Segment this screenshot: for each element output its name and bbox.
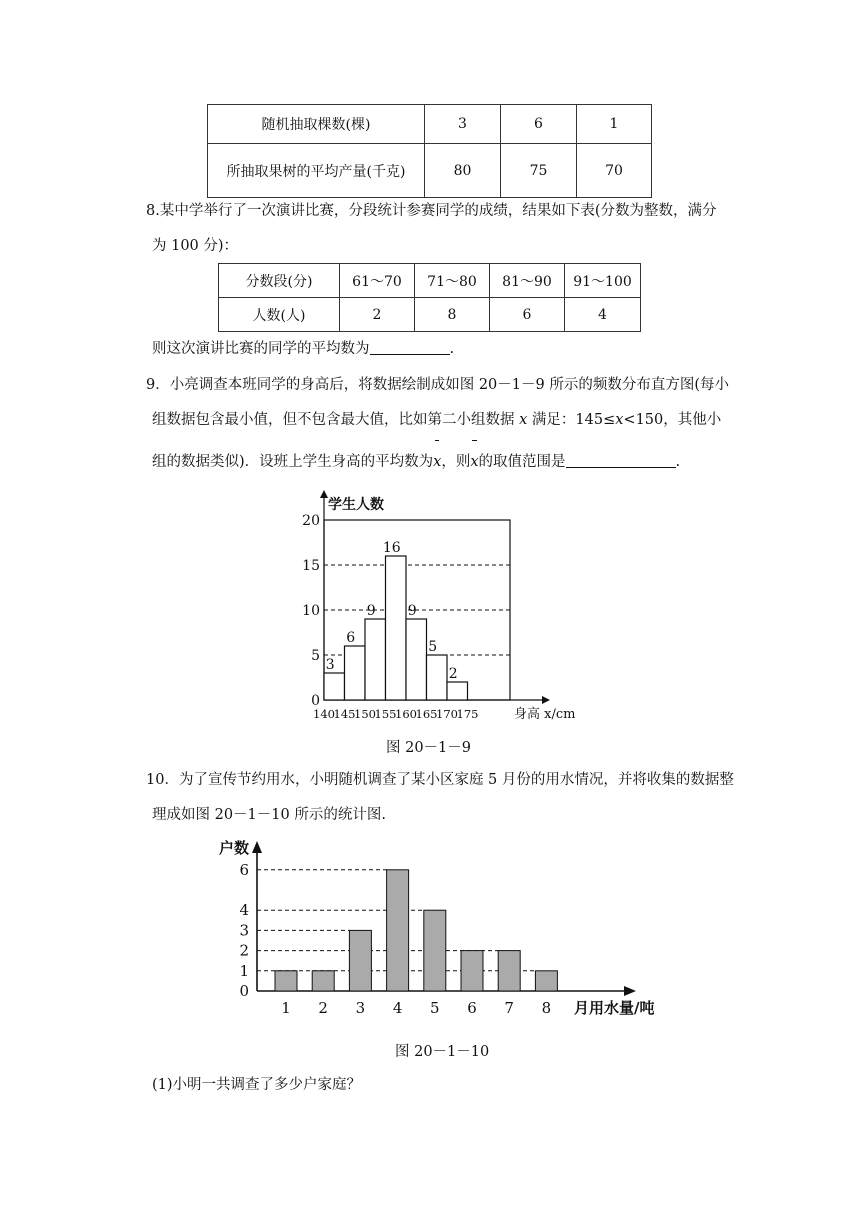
x-bar-symbol: x (470, 454, 479, 470)
q9-line1: 9．小亮调查本班同学的身高后，将数据绘制成如图 20－1－9 所示的频数分布直方图(每小 (146, 377, 729, 393)
table-cell: 所抽取果树的平均产量(千克) (208, 144, 425, 198)
y-axis-arrow-icon (252, 841, 262, 853)
q8-line1: 8.某中学举行了一次演讲比赛，分段统计参赛同学的成绩，结果如下表(分数为整数，满分 (146, 203, 717, 219)
table-cell: 6 (490, 298, 565, 332)
answer-blank (566, 453, 676, 468)
x-tick-label: 165 (415, 707, 438, 721)
x-tick-label: 140 (313, 707, 335, 721)
y-tick-label: 0 (239, 982, 249, 1000)
q9-line3 (152, 452, 680, 472)
histogram-bar (365, 619, 386, 700)
score-table (218, 263, 641, 332)
x-tick-label: 5 (430, 999, 440, 1017)
x-tick-label: 1 (281, 999, 291, 1017)
table-cell: 2 (340, 298, 415, 332)
bar (349, 930, 371, 991)
table-cell: 70 (577, 144, 652, 198)
water-usage-chart (210, 833, 670, 1023)
bar-data-label: 9 (407, 603, 417, 619)
table-cell: 随机抽取棵数(棵) (208, 105, 425, 144)
y-tick-label: 10 (302, 603, 320, 619)
bar (424, 910, 446, 991)
x-tick-label: 170 (436, 707, 458, 721)
q9-end: . (675, 454, 681, 470)
table-cell: 人数(人) (219, 298, 340, 332)
bar-data-label: 16 (382, 540, 401, 556)
x-tick-label: 145 (333, 707, 356, 721)
x-axis-arrow-icon (542, 696, 550, 704)
table-cell: 1 (577, 105, 652, 144)
table-cell: 分数段(分) (219, 264, 340, 298)
q9-text: 组数据包含最小值，但不包含最大值，比如第二小组数据 (152, 412, 520, 428)
height-histogram (290, 488, 580, 724)
q8-end: . (449, 341, 455, 357)
y-tick-label: 5 (311, 648, 320, 664)
table-cell: 71～80 (415, 264, 490, 298)
q9-var: x (519, 412, 528, 428)
table-cell: 3 (425, 105, 501, 144)
q9-text: 的取值范围是 (478, 454, 566, 470)
figure-caption-2: 图 20－1－10 (395, 1044, 490, 1060)
q9-text: <150，其他小 (623, 412, 722, 428)
x-axis-arrow-icon (624, 986, 636, 996)
q9-line2 (152, 410, 721, 430)
bar (535, 971, 557, 991)
q9-text: 组的数据类似)．设班上学生身高的平均数为 (152, 454, 434, 470)
table-cell: 61～70 (340, 264, 415, 298)
y-tick-label: 3 (239, 921, 249, 940)
y-tick-label: 2 (239, 941, 249, 960)
q8-ask-text: 则这次演讲比赛的同学的平均数为 (152, 341, 370, 357)
y-tick-label: 15 (302, 558, 320, 574)
y-tick-label: 6 (239, 860, 249, 879)
y-tick-label: 0 (311, 693, 320, 709)
bar-data-label: 9 (366, 603, 376, 619)
x-tick-label: 175 (456, 707, 479, 721)
figure-caption-1: 图 20－1－9 (386, 740, 472, 756)
table-cell: 81～90 (490, 264, 565, 298)
bar-data-label: 6 (346, 630, 356, 646)
top-table (207, 104, 652, 198)
x-tick-label: 155 (374, 707, 397, 721)
answer-blank (370, 340, 450, 355)
x-tick-label: 160 (395, 707, 417, 721)
q9-text: 满足：145≤ (527, 412, 616, 428)
y-axis-label: 户数 (219, 839, 250, 857)
q8-ask-line (152, 339, 454, 359)
x-tick-label: 8 (541, 999, 552, 1017)
bar (461, 951, 483, 991)
table-cell: 91～100 (565, 264, 641, 298)
table-cell: 4 (565, 298, 641, 332)
y-axis-label: 学生人数 (328, 497, 384, 513)
bar-data-label: 5 (428, 639, 438, 655)
q10-line2: 理成如图 20－1－10 所示的统计图. (152, 807, 386, 823)
table-cell: 6 (501, 105, 577, 144)
histogram-bar (427, 655, 448, 700)
histogram-bar (386, 556, 407, 700)
table-cell: 80 (425, 144, 501, 198)
x-bar-symbol: x (433, 454, 442, 470)
y-axis-arrow-icon (320, 490, 328, 498)
q10-line1: 10．为了宣传节约用水，小明随机调查了某小区家庭 5 月份的用水情况，并将收集的数据整 (146, 772, 734, 788)
bar (387, 870, 409, 991)
y-tick-label: 1 (239, 961, 249, 980)
y-tick-label: 4 (239, 901, 249, 920)
q9-text: ，则 (441, 454, 471, 470)
x-axis-label: 月用水量/吨 (574, 999, 655, 1017)
q9-var: x (615, 412, 624, 428)
table-cell: 8 (415, 298, 490, 332)
bar-data-label: 3 (325, 657, 335, 673)
bar-data-label: 2 (448, 666, 458, 682)
x-tick-label: 150 (354, 707, 376, 721)
table-cell: 75 (501, 144, 577, 198)
histogram-bar (345, 646, 366, 700)
q8-line2: 为 100 分)： (152, 238, 239, 254)
bar (275, 971, 297, 991)
bar (312, 971, 334, 991)
q10-sub-question-1: (1)小明一共调查了多少户家庭？ (152, 1077, 362, 1093)
x-tick-label: 3 (355, 999, 366, 1017)
histogram-bar (406, 619, 427, 700)
histogram-bar (324, 673, 345, 700)
x-tick-label: 7 (504, 999, 514, 1017)
y-tick-label: 20 (302, 513, 320, 529)
x-tick-label: 4 (392, 999, 403, 1017)
x-tick-label: 2 (318, 999, 328, 1017)
histogram-bar (447, 682, 468, 700)
x-axis-label: 身高 x/cm (514, 707, 576, 722)
bar (498, 951, 520, 991)
x-tick-label: 6 (467, 999, 477, 1017)
